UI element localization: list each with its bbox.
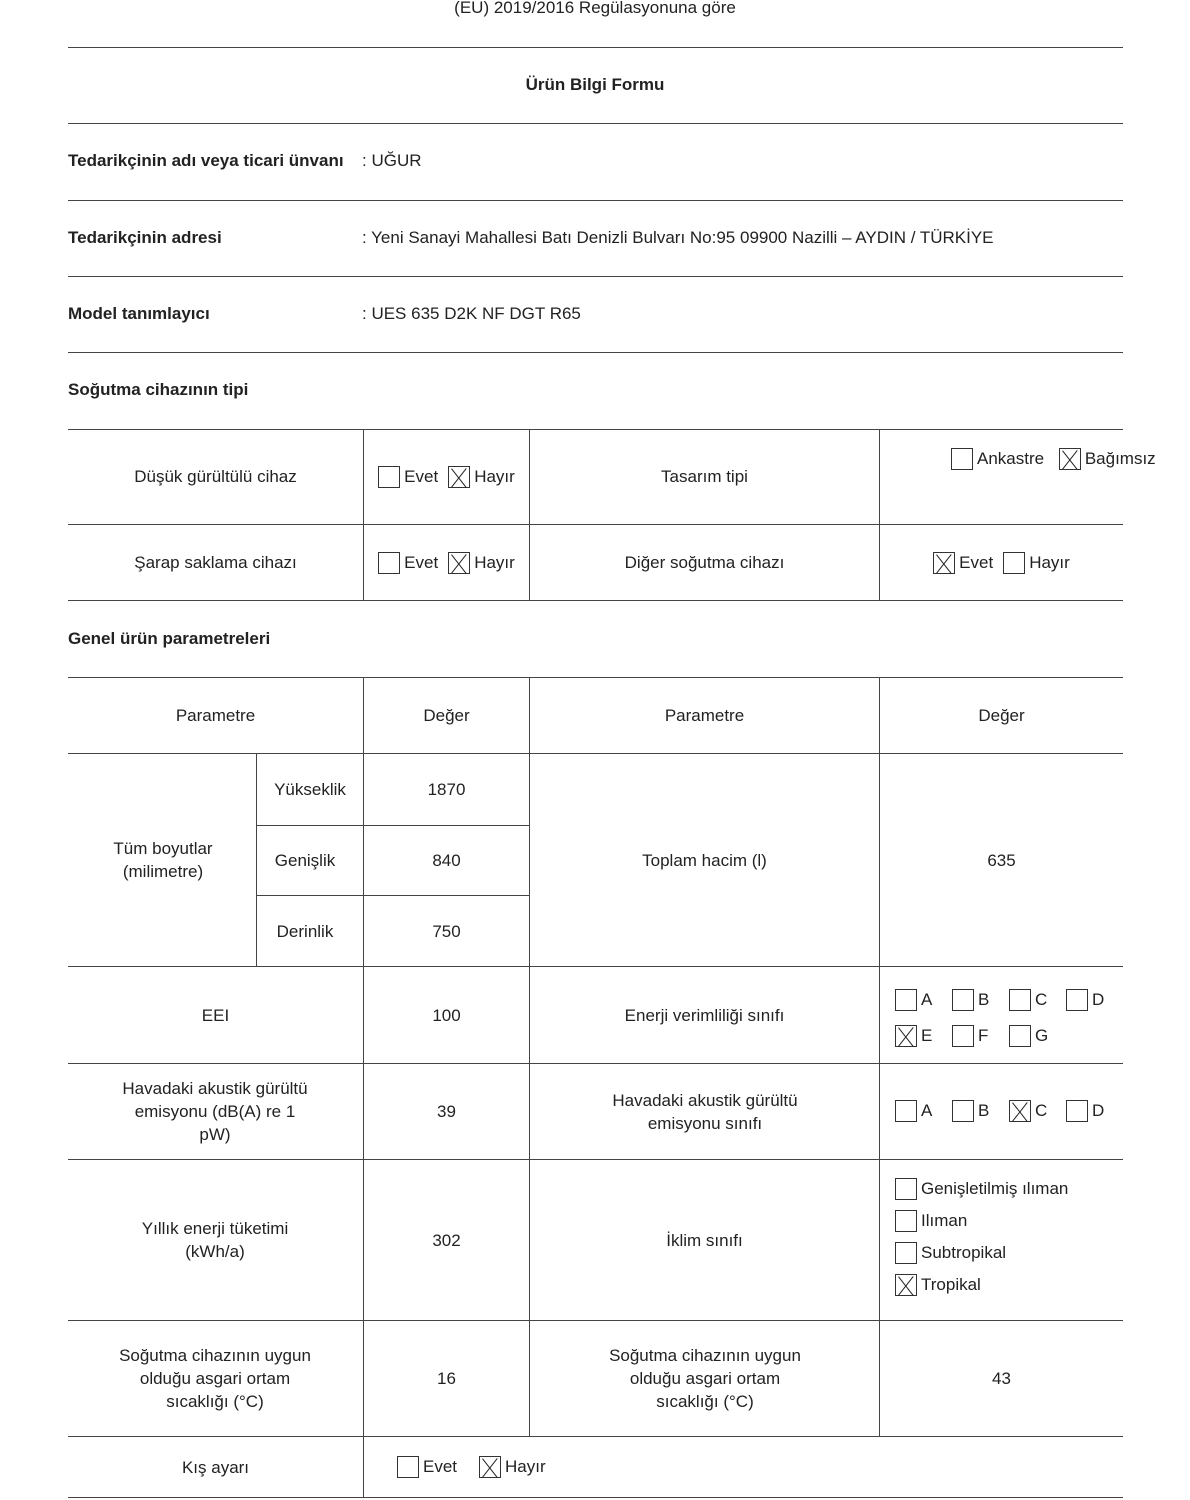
divider xyxy=(68,1497,1123,1498)
checkbox-empty-icon[interactable] xyxy=(1009,1025,1031,1047)
noise-class-a[interactable]: A xyxy=(895,1100,942,1122)
energy-class-c[interactable]: C xyxy=(1009,989,1056,1011)
wine-yes-option[interactable]: Evet xyxy=(378,551,438,574)
checkbox-empty-icon[interactable] xyxy=(1066,1100,1088,1122)
noise-class-d[interactable]: D xyxy=(1066,1100,1113,1122)
regulation-text: (EU) 2019/2016 Regülasyonuna göre xyxy=(454,0,736,17)
checkbox-empty-icon[interactable] xyxy=(378,466,400,488)
low-noise-yes-option[interactable]: Evet xyxy=(378,465,438,488)
checkbox-checked-icon[interactable] xyxy=(895,1025,917,1047)
annual-energy-value: 302 xyxy=(432,1230,461,1250)
climate-option-tropical[interactable]: Tropikal xyxy=(895,1274,1068,1296)
col-header-value: Değer xyxy=(423,705,470,725)
checkbox-checked-icon[interactable] xyxy=(895,1274,917,1296)
col-header-parameter: Parametre xyxy=(664,705,745,725)
divider xyxy=(68,600,1123,601)
energy-class-label: Enerji verimliliği sınıfı xyxy=(624,1005,785,1025)
noise-class-options xyxy=(895,1100,1113,1127)
eei-value: 100 xyxy=(432,1005,461,1025)
design-type-options xyxy=(951,448,1166,480)
min-temp-label: Soğutma cihazının uygun olduğu asgari ortam sıcaklığı (°C) xyxy=(119,1346,311,1411)
volume-value: 635 xyxy=(987,850,1016,870)
divider xyxy=(68,276,1123,277)
model-label: Model tanımlayıcı xyxy=(68,304,210,323)
noise-class-c[interactable]: C xyxy=(1009,1100,1056,1122)
height-label: Yükseklik xyxy=(274,780,346,799)
noise-emission-value: 39 xyxy=(437,1102,456,1121)
checkbox-empty-icon[interactable] xyxy=(1066,989,1088,1011)
min-temp-value: 16 xyxy=(437,1369,456,1388)
checkbox-checked-icon[interactable] xyxy=(1059,448,1081,470)
checkbox-empty-icon[interactable] xyxy=(952,989,974,1011)
checkbox-empty-icon[interactable] xyxy=(895,1100,917,1122)
climate-class-options xyxy=(895,1178,1068,1306)
design-type-label: Tasarım tipi xyxy=(661,467,748,486)
design-option-freestanding[interactable]: Bağımsız xyxy=(1059,448,1156,470)
volume-label: Toplam hacim (l) xyxy=(642,850,767,870)
divider xyxy=(68,200,1123,201)
climate-class-label: İklim sınıfı xyxy=(666,1230,743,1250)
checkbox-empty-icon[interactable] xyxy=(895,1178,917,1200)
other-yes-option[interactable]: Evet xyxy=(933,551,993,574)
checkbox-checked-icon[interactable] xyxy=(1009,1100,1031,1122)
dimensions-label: Tüm boyutlar (milimetre) xyxy=(113,839,213,881)
depth-label: Derinlik xyxy=(276,921,334,941)
checkbox-empty-icon[interactable] xyxy=(895,989,917,1011)
wine-no-option[interactable]: Hayır xyxy=(448,551,515,574)
params-section-title: Genel ürün parametreleri xyxy=(68,629,271,648)
annual-energy-label: Yıllık enerji tüketimi (kWh/a) xyxy=(141,1219,289,1261)
checkbox-empty-icon[interactable] xyxy=(1009,989,1031,1011)
max-temp-label: Soğutma cihazının uygun olduğu asgari ortam sıcaklığı (°C) xyxy=(609,1346,801,1411)
type-section-title: Soğutma cihazının tipi xyxy=(68,380,249,399)
low-noise-options xyxy=(364,429,529,524)
supplier-address-label: Tedarikçinin adresi xyxy=(68,228,222,247)
checkbox-empty-icon[interactable] xyxy=(378,552,400,574)
divider xyxy=(68,47,1123,48)
checkbox-checked-icon[interactable] xyxy=(933,552,955,574)
energy-class-g[interactable]: G xyxy=(1009,1025,1056,1047)
energy-class-f[interactable]: F xyxy=(952,1025,999,1047)
supplier-address-value: : Yeni Sanayi Mahallesi Batı Denizli Bulvarı No:95 09900 Nazilli – AYDIN / TÜRKİYE xyxy=(362,228,994,247)
noise-emission-label: Havadaki akustik gürültü emisyonu (dB(A) re 1 pW) xyxy=(122,1079,308,1144)
divider xyxy=(68,352,1123,353)
form-title: Ürün Bilgi Formu xyxy=(525,75,665,94)
other-appliance-options xyxy=(880,525,1123,600)
checkbox-empty-icon[interactable] xyxy=(895,1210,917,1232)
winter-setting-label: Kış ayarı xyxy=(181,1457,250,1477)
energy-class-b[interactable]: B xyxy=(952,989,999,1011)
low-noise-label: Düşük gürültülü cihaz xyxy=(134,467,297,486)
winter-setting-options xyxy=(397,1456,556,1483)
col-header-parameter: Parametre xyxy=(175,705,256,725)
energy-class-d[interactable]: D xyxy=(1066,989,1113,1011)
climate-option-temperate[interactable]: Ilıman xyxy=(895,1210,1068,1232)
noise-class-label: Havadaki akustik gürültü emisyonu sınıfı xyxy=(612,1090,798,1133)
checkbox-empty-icon[interactable] xyxy=(397,1456,419,1478)
col-header-value: Değer xyxy=(978,705,1025,725)
checkbox-empty-icon[interactable] xyxy=(952,1025,974,1047)
energy-class-options xyxy=(895,989,1113,1052)
design-option-built-in[interactable]: Ankastre xyxy=(951,448,1044,470)
supplier-name-label: Tedarikçinin adı veya ticari ünvanı xyxy=(68,151,344,170)
max-temp-value: 43 xyxy=(992,1369,1011,1388)
checkbox-checked-icon[interactable] xyxy=(448,466,470,488)
checkbox-empty-icon[interactable] xyxy=(951,448,973,470)
checkbox-checked-icon[interactable] xyxy=(448,552,470,574)
noise-class-b[interactable]: B xyxy=(952,1100,999,1122)
winter-no-option[interactable]: Hayır xyxy=(479,1456,546,1478)
checkbox-checked-icon[interactable] xyxy=(479,1456,501,1478)
model-value: : UES 635 D2K NF DGT R65 xyxy=(362,304,581,323)
wine-storage-options xyxy=(364,525,529,600)
checkbox-empty-icon[interactable] xyxy=(1003,552,1025,574)
height-value: 1870 xyxy=(427,780,466,799)
winter-yes-option[interactable]: Evet xyxy=(397,1456,457,1478)
climate-option-extended-temperate[interactable]: Genişletilmiş ılıman xyxy=(895,1178,1068,1200)
supplier-name-value: : UĞUR xyxy=(362,151,422,170)
checkbox-empty-icon[interactable] xyxy=(895,1242,917,1264)
eei-label: EEI xyxy=(201,1005,230,1025)
depth-value: 750 xyxy=(432,921,461,941)
checkbox-empty-icon[interactable] xyxy=(952,1100,974,1122)
width-value: 840 xyxy=(432,851,461,870)
other-no-option[interactable]: Hayır xyxy=(1003,551,1070,574)
climate-option-subtropical[interactable]: Subtropikal xyxy=(895,1242,1068,1264)
width-label: Genişlik xyxy=(274,851,336,870)
other-appliance-label: Diğer soğutma cihazı xyxy=(624,553,785,572)
energy-class-a[interactable]: A xyxy=(895,989,942,1011)
wine-storage-label: Şarap saklama cihazı xyxy=(134,553,297,572)
divider xyxy=(68,123,1123,124)
low-noise-no-option[interactable]: Hayır xyxy=(448,465,515,488)
energy-class-e[interactable]: E xyxy=(895,1025,942,1047)
